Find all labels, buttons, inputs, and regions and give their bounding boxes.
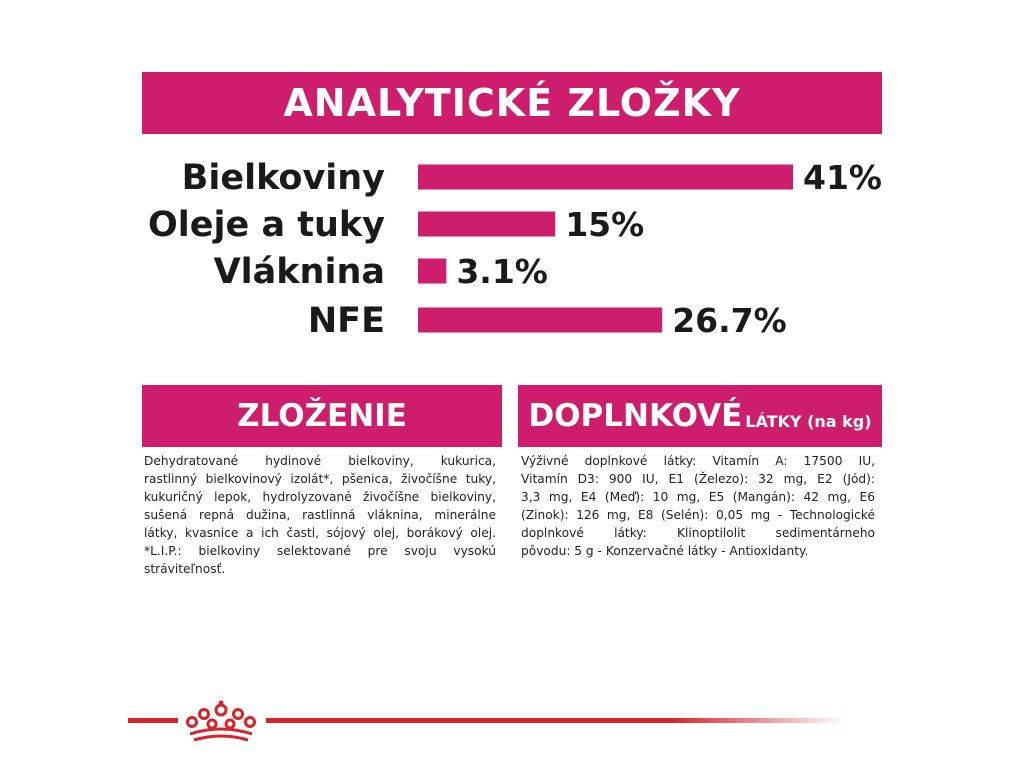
bar (418, 308, 662, 333)
crown-icon (180, 700, 262, 746)
category-label: Bielkoviny (181, 158, 385, 198)
bar (418, 165, 793, 190)
category-label: Oleje a tuky (148, 205, 385, 245)
additives-line: (Zinok): 126 mg, E8 (Selén): 0,05 mg - Technologické (521, 508, 875, 522)
additives-line: Vitamín D3: 900 IU, E1 (Železo): 32 mg, E2 (Jód): (521, 472, 875, 486)
composition-line: látky, kvasnice a ich časti, sójový olej, borákový olej. (144, 526, 496, 540)
composition-text (144, 452, 496, 578)
composition-header (142, 385, 502, 447)
additives-header (518, 385, 882, 447)
additives-line: 3,3 mg, E4 (Meď): 10 mg, E5 (Mangán): 42 mg, E6 (521, 490, 875, 504)
composition-title: ZLOŽENIE (237, 398, 407, 434)
value-label: 15% (565, 205, 645, 244)
composition-line: kukuričný lepok, hydrolyzované živočíšne bielkoviny, (144, 490, 496, 504)
composition-line: sušená repná dužina, rastlinná vláknina, minerálne (144, 508, 496, 522)
additives-line: doplnkové látky: Klinoptilolit sedimentárneho (521, 526, 875, 540)
bar (418, 212, 555, 237)
composition-line: stráviteľnosť. (144, 562, 226, 576)
analytic-components-title: ANALYTICKÉ ZLOŽKY (283, 81, 741, 125)
composition-line: rastlinný bielkovinový izolát*, pšenica, živočíšne tuky, (144, 472, 496, 486)
additives-line: pôvodu: 5 g - Konzervačné látky - Antioxidanty. (521, 544, 809, 558)
analytic-components-chart (0, 0, 1024, 360)
additives-title-sub: LÁTKY (na kg) (745, 411, 872, 431)
bar (418, 259, 446, 284)
additives-title-main: DOPLNKOVÉ (528, 398, 743, 434)
composition-line: Dehydratované hydinové bielkoviny, kukurica, (144, 454, 496, 468)
additives-line: Výživné doplnkové látky: Vitamín A: 17500 IU, (521, 454, 875, 468)
value-label: 41% (803, 158, 882, 197)
footer-accent-line-right (266, 718, 846, 723)
category-label: Vláknina (213, 252, 385, 292)
value-label: 3.1% (456, 252, 548, 291)
footer-accent-line-left (128, 718, 178, 723)
additives-text (521, 452, 875, 560)
composition-line: *L.I.P.: bielkoviny selektované pre svoju vysokú (144, 544, 496, 558)
category-label: NFE (307, 301, 385, 341)
value-label: 26.7% (672, 301, 787, 340)
